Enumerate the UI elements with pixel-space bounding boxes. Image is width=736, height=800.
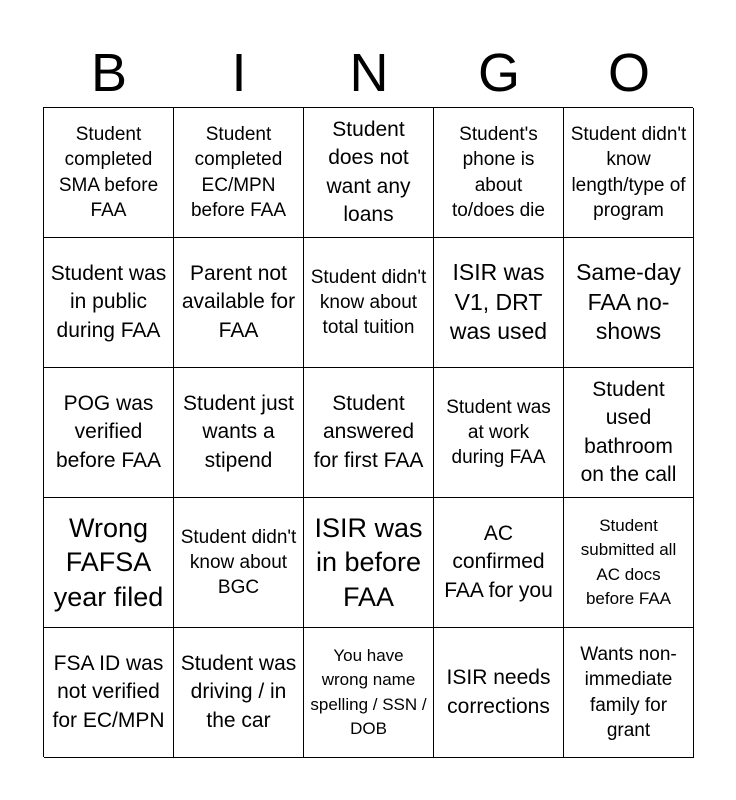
- bingo-cell[interactable]: [564, 498, 694, 628]
- cell-text: ISIR was in before FAA: [314, 513, 423, 612]
- header-letter-o: O: [607, 43, 650, 103]
- cell-text: Student completed EC/MPN before FAA: [190, 124, 287, 221]
- bingo-grid: [43, 107, 693, 757]
- bingo-cell[interactable]: [44, 368, 174, 498]
- cell-text: Student didn't know about total tuition: [310, 266, 427, 339]
- bingo-cell[interactable]: [564, 108, 694, 238]
- bingo-cell[interactable]: [174, 628, 304, 758]
- bingo-cell[interactable]: [304, 238, 434, 368]
- bingo-cell[interactable]: [434, 108, 564, 238]
- bingo-cell[interactable]: [304, 498, 434, 628]
- bingo-cell[interactable]: [434, 498, 564, 628]
- bingo-cell[interactable]: [174, 238, 304, 368]
- cell-text: Student didn't know length/type of program: [570, 124, 687, 221]
- cell-text: Student answered for first FAA: [313, 391, 424, 472]
- cell-text: Wrong FAFSA year filed: [53, 513, 164, 612]
- cell-text: Parent not available for FAA: [181, 261, 296, 342]
- cell-text: Student just wants a stipend: [183, 391, 294, 472]
- bingo-cell[interactable]: [44, 108, 174, 238]
- bingo-cell[interactable]: [304, 108, 434, 238]
- cell-text: AC confirmed FAA for you: [444, 521, 553, 602]
- cell-text: Student used bathroom on the call: [580, 377, 677, 486]
- cell-text: ISIR was V1, DRT was used: [449, 258, 548, 345]
- bingo-cell[interactable]: [564, 368, 694, 498]
- cell-text: Student submitted all AC docs before FAA: [580, 516, 677, 608]
- bingo-cell[interactable]: [304, 368, 434, 498]
- bingo-cell[interactable]: [44, 498, 174, 628]
- bingo-cell[interactable]: [44, 628, 174, 758]
- cell-text: Student was at work during FAA: [446, 396, 551, 469]
- cell-text: Student does not want any loans: [326, 117, 411, 226]
- cell-text: Student didn't know about BGC: [180, 526, 297, 599]
- bingo-cell[interactable]: [174, 108, 304, 238]
- cell-text: POG was verified before FAA: [55, 391, 162, 472]
- bingo-cell[interactable]: [434, 628, 564, 758]
- cell-text: Student's phone is about to/does die: [452, 124, 545, 221]
- header-letter-b: B: [90, 43, 128, 103]
- bingo-cell[interactable]: [564, 238, 694, 368]
- bingo-cell[interactable]: [174, 498, 304, 628]
- cell-text: Student was in public during FAA: [50, 261, 167, 342]
- bingo-header: [44, 40, 694, 106]
- cell-text: ISIR needs corrections: [446, 666, 551, 718]
- cell-text: FSA ID was not verified for EC/MPN: [52, 651, 165, 732]
- header-letter-n: N: [349, 43, 389, 103]
- cell-text: Student was driving / in the car: [180, 651, 297, 732]
- cell-text: Same-day FAA no-shows: [576, 258, 681, 345]
- bingo-cell[interactable]: [564, 628, 694, 758]
- bingo-cell[interactable]: [174, 368, 304, 498]
- cell-text: You have wrong name spelling / SSN / DOB: [310, 646, 427, 738]
- bingo-cell[interactable]: [434, 238, 564, 368]
- cell-text: Student completed SMA before FAA: [58, 124, 159, 221]
- cell-text: Wants non-immediate family for grant: [580, 644, 677, 741]
- header-letter-i: I: [231, 43, 247, 103]
- bingo-cell[interactable]: [434, 368, 564, 498]
- bingo-cell[interactable]: [44, 238, 174, 368]
- bingo-cell[interactable]: [304, 628, 434, 758]
- header-letter-g: G: [477, 43, 520, 103]
